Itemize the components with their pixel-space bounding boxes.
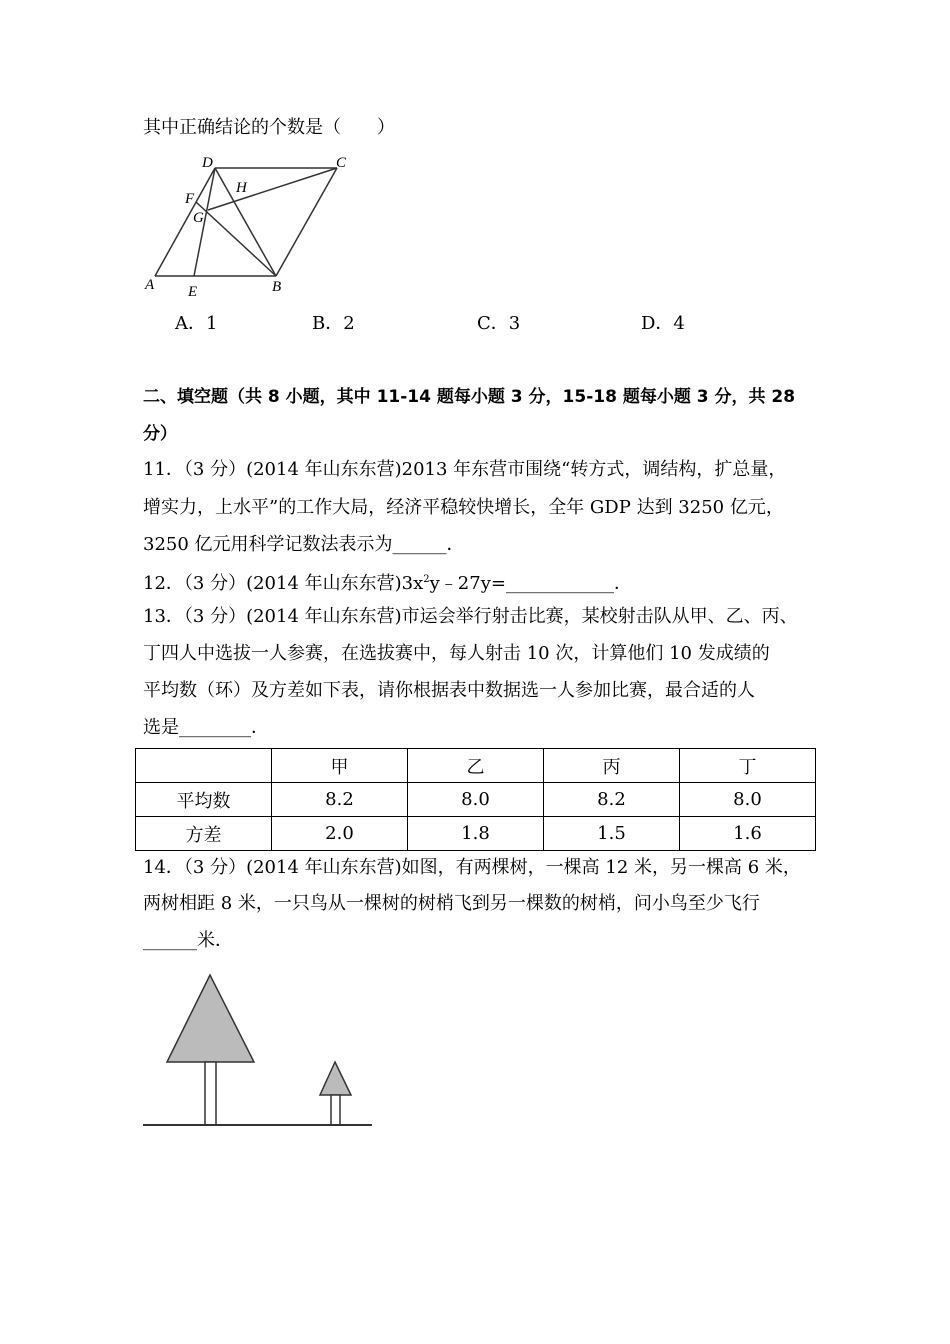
q12-sup: 2 xyxy=(423,574,430,585)
table-row xyxy=(136,783,816,817)
table-row xyxy=(136,817,816,851)
q13-line: 平均数（环）及方差如下表，请你根据表中数据选一人参加比赛，最合适的人 xyxy=(143,680,755,701)
option-a: A．1 xyxy=(175,313,218,334)
label-b: B xyxy=(272,279,282,295)
table-cell: 方差 xyxy=(136,817,272,851)
label-h: H xyxy=(236,180,247,196)
table-cell: 1.5 xyxy=(544,817,680,851)
table-cell: 2.0 xyxy=(272,817,408,851)
table-cell: 丁 xyxy=(680,749,816,783)
tree-figure xyxy=(143,975,372,1125)
section-heading-cont: 分） xyxy=(143,424,177,444)
table-cell: 乙 xyxy=(408,749,544,783)
q13-line: 选是________． xyxy=(143,717,269,738)
label-c: C xyxy=(336,155,347,171)
q13-line: 13．（3 分）(2014 年山东东营)市运会举行射击比赛，某校射击队从甲、乙、丙、 xyxy=(143,606,798,627)
option-b: B．2 xyxy=(312,313,355,334)
option-d: D．4 xyxy=(641,313,685,334)
q11-line: 3250 亿元用科学记数法表示为______． xyxy=(143,534,465,555)
table-cell: 1.8 xyxy=(408,817,544,851)
q12 xyxy=(143,569,632,595)
label-d: D xyxy=(202,155,213,171)
q11-line: 增实力，上水平”的工作大局，经济平稳较快增长，全年 GDP 达到 3250 亿元， xyxy=(143,497,784,518)
q12-prefix: 12．（3 分）(2014 年山东东营)3x xyxy=(143,573,424,594)
label-f: F xyxy=(185,191,195,207)
q14-line: ______米． xyxy=(143,930,233,951)
table-cell xyxy=(136,749,272,783)
label-g: G xyxy=(193,210,204,226)
q10-tail: 其中正确结论的个数是（ ） xyxy=(143,117,395,138)
label-a: A xyxy=(145,277,155,293)
table-cell: 8.0 xyxy=(408,783,544,817)
q14-line: 两树相距 8 米，一只鸟从一棵树的树梢飞到另一棵数的树梢，问小鸟至少飞行 xyxy=(143,893,760,914)
table-cell: 丙 xyxy=(544,749,680,783)
score-table xyxy=(135,748,816,851)
table-cell: 8.0 xyxy=(680,783,816,817)
section-heading: 二、填空题（共 8 小题，其中 11-14 题每小题 3 分，15-18 题每小题 3 分，共 28 xyxy=(143,387,796,407)
label-e: E xyxy=(188,284,198,300)
table-cell: 甲 xyxy=(272,749,408,783)
table-cell: 1.6 xyxy=(680,817,816,851)
q13-line: 丁四人中选拔一人参赛，在选拔赛中，每人射击 10 次，计算他们 10 发成绩的 xyxy=(143,643,770,664)
option-c: C．3 xyxy=(477,313,521,334)
q11-line: 11．（3 分）(2014 年山东东营)2013 年东营市围绕“转方式，调结构，扩总量， xyxy=(143,459,787,480)
table-cell: 平均数 xyxy=(136,783,272,817)
table-header-row xyxy=(136,749,816,783)
table-cell: 8.2 xyxy=(544,783,680,817)
table-cell: 8.2 xyxy=(272,783,408,817)
q14-line: 14．（3 分）(2014 年山东东营)如图，有两棵树，一棵高 12 米，另一棵高 6 米， xyxy=(143,857,801,878)
q12-suffix: y﹣27y=____________． xyxy=(429,573,632,594)
